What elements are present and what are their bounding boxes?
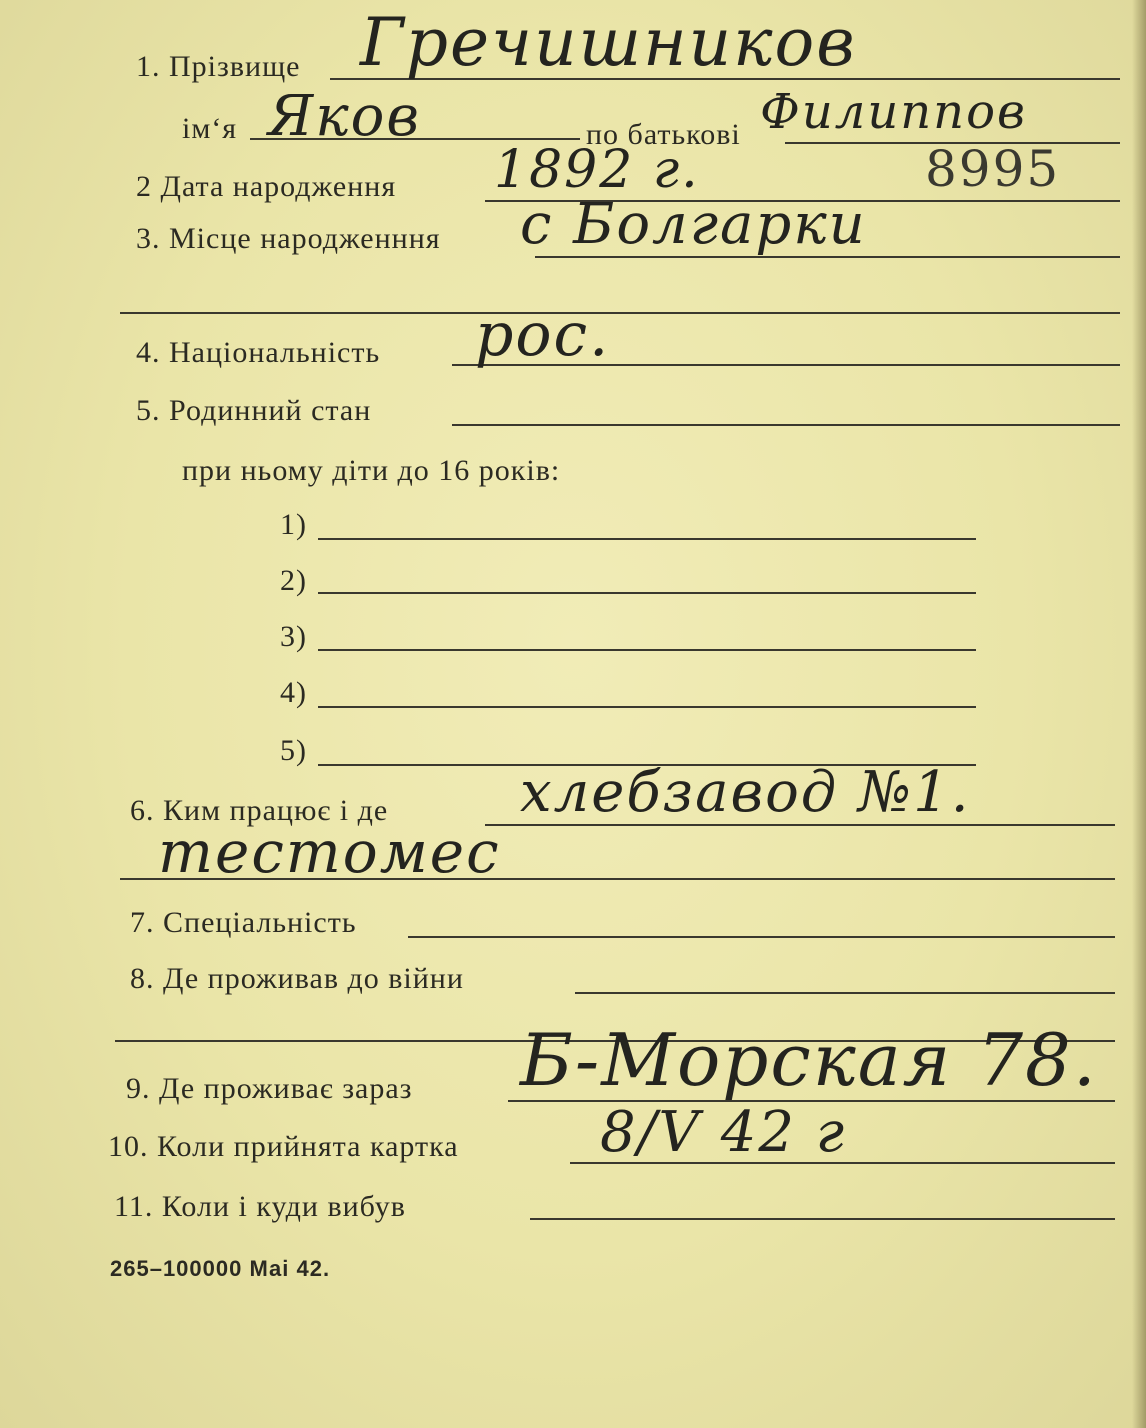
field-surname-label: 1. Прізвище	[136, 50, 301, 83]
prewar-residence-line	[575, 992, 1115, 994]
current-residence-handwritten: Б-Морская 78.	[520, 1018, 1098, 1102]
child-item-2-line	[318, 592, 976, 594]
surname-handwritten: Гречишников	[360, 4, 857, 81]
field-patronymic-label: по батькові	[586, 118, 741, 151]
child-item-5-label: 5)	[280, 734, 307, 767]
field-family-status-label: 5. Родинний стан	[136, 394, 372, 427]
field-departure-label: 11. Коли і куди вибув	[114, 1190, 406, 1223]
card-accepted-handwritten: 8/V 42 г	[600, 1100, 847, 1165]
field-card-accepted-label: 10. Коли прийнята картка	[108, 1130, 459, 1163]
child-item-4-label: 4)	[280, 676, 307, 709]
child-item-1-line	[318, 538, 976, 540]
work-place-handwritten: хлебзавод №1.	[520, 760, 971, 825]
work-role-handwritten: тестомес	[158, 818, 501, 886]
departure-line	[530, 1218, 1115, 1220]
nationality-handwritten: рос.	[475, 300, 611, 370]
child-item-1-label: 1)	[280, 508, 307, 541]
birthdate-handwritten: 1892 г.	[494, 140, 700, 200]
child-item-3-label: 3)	[280, 620, 307, 653]
birthplace-handwritten: с Болгарки	[520, 192, 867, 257]
birthplace-line-2	[120, 312, 1120, 314]
field-children-label: при ньому діти до 16 років:	[182, 454, 561, 487]
paper-edge-shadow	[1132, 0, 1146, 1428]
print-run-footer: 265–100000 Маі 42.	[110, 1256, 331, 1281]
field-work-label: 6. Ким працює і де	[130, 794, 389, 827]
child-item-4-line	[318, 706, 976, 708]
field-prewar-residence-label: 8. Де проживав до війни	[130, 962, 464, 995]
patronymic-handwritten: Филиппов	[760, 84, 1027, 140]
specialty-line	[408, 936, 1115, 938]
work-line-2	[120, 878, 1115, 880]
field-birthplace-label: 3. Місце народженння	[136, 222, 441, 255]
card-number-handwritten: 8995	[925, 140, 1061, 198]
family-status-line	[452, 424, 1120, 426]
field-birthdate-label: 2 Дата народження	[136, 170, 397, 203]
child-item-3-line	[318, 649, 976, 651]
field-current-residence-label: 9. Де проживає зараз	[126, 1072, 413, 1105]
child-item-2-label: 2)	[280, 564, 307, 597]
field-specialty-label: 7. Спеціальність	[130, 906, 357, 939]
name-handwritten: Яков	[268, 84, 421, 149]
field-name-label: ім‘я	[182, 112, 238, 145]
field-nationality-label: 4. Національність	[136, 336, 381, 369]
